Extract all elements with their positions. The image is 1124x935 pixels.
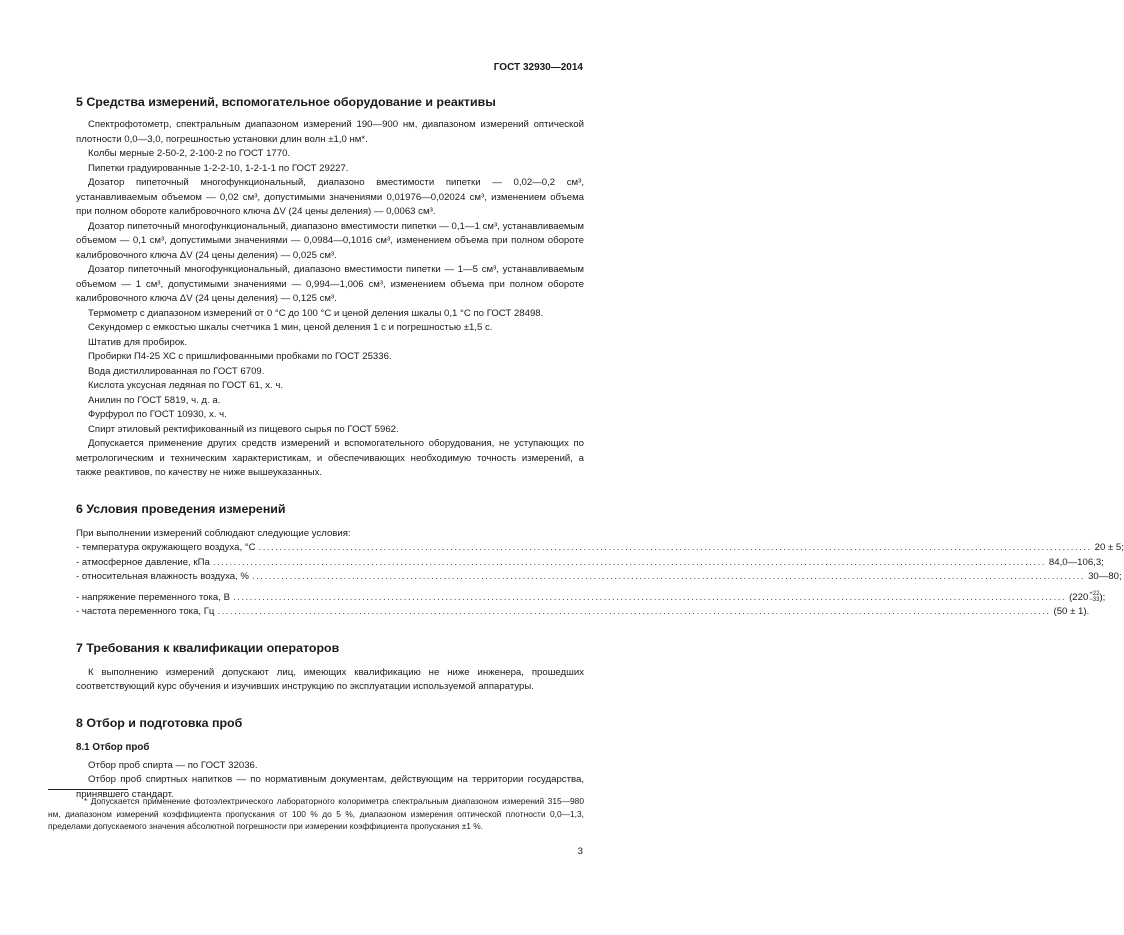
section-5-item: Спирт этиловый ректификованный из пищевого сырья по ГОСТ 5962. (88, 423, 399, 435)
condition-value (1054, 605, 1090, 620)
tolerance-upper: +22 (1089, 590, 1100, 597)
page-content (76, 90, 1124, 802)
section-5-item: Дозатор пипеточный многофункциональный, диапазоно вместимости пипетки — 0,02—0,2 см³, устанавливаемым объемом — 0,02 см³, допустимыми значениями 0,01976—0,02024 см³, изменением объема при полном обороте калибровочного ключа ΔV (24 цены деления) — 0,0063 см³. (76, 177, 584, 217)
section-5-item: Секундомер с емкостью шкалы счетчика 1 мин, ценой деления 1 с и погрешностью ±1,5 с. (88, 322, 493, 333)
section-8-1-p2: Отбор проб спиртных напитков — по нормативным документам, действующим на территории государства, принявшего стандарт. (76, 774, 584, 800)
section-8-1-p1: Отбор проб спирта — по ГОСТ 32036. (88, 759, 258, 771)
condition-value (1069, 591, 1105, 606)
section-5-title: 5 Средства измерений, вспомогательное оборудование и реактивы (76, 95, 496, 109)
condition-label: - атмосферное давление, кПа (76, 556, 210, 568)
section-5-item: Допускается применение других средств измерений и вспомогательного оборудования, не уступающих по метрологическим и техническим характеристикам, и обеспечивающих необходимую точность измерений, а также реактивов, по качеству не ниже вышеуказанных. (76, 438, 584, 478)
condition-value-tail: ); (1099, 591, 1106, 603)
page-number: 3 (577, 846, 583, 857)
section-5-item: Пробирки П4-25 ХС с пришлифованными пробками по ГОСТ 25336. (88, 351, 392, 362)
section-5-item: Термометр с диапазоном измерений от 0 °С до 100 °С и ценой деления шкалы 0,1 °С по ГОСТ 28498. (88, 307, 544, 319)
condition-label: - температура окружающего воздуха, °С (76, 542, 256, 553)
condition-value (1049, 556, 1104, 571)
leader-dots: ........................................................................................................................................................................................................ (212, 556, 1046, 568)
footnote-rule (48, 789, 128, 790)
section-6-intro: При выполнении измерений соблюдают следующие условия: (76, 527, 351, 539)
condition-value-main: 30—80; (1088, 571, 1122, 582)
leader-dots: ........................................................................................................................................................................................................ (232, 591, 1067, 603)
standard-header: ГОСТ 32930—2014 (493, 62, 583, 73)
section-7-text: К выполнению измерений допускают лиц, имеющих квалификацию не ниже инженера, прошедших соответствующий курс обучения и изучивших инструкцию по эксплуатации используемой аппаратуры. (76, 666, 584, 693)
leader-dots: ........................................................................................................................................................................................................ (217, 606, 1051, 618)
section-5-item: Спектрофотометр, спектральным диапазоном измерений 190—900 нм, диапазоном измерений оптической плотности 0,0—3,0, погрешностью установки длин волн ±1,0 нм*. (76, 119, 584, 145)
section-7-title: 7 Требования к квалификации операторов (76, 640, 340, 655)
section-6-conditions (76, 541, 1124, 620)
section-5-item: Кислота уксусная ледяная по ГОСТ 61, х. ч. (88, 380, 283, 391)
section-8-title: 8 Отбор и подготовка проб (76, 715, 243, 730)
section-5-item: Фурфурол по ГОСТ 10930, х. ч. (88, 409, 227, 420)
condition-row (76, 590, 1106, 606)
condition-row (76, 605, 1090, 620)
condition-value-main: 20 ± 5; (1094, 542, 1124, 553)
tolerance (1089, 591, 1099, 604)
condition-row (76, 570, 1122, 585)
section-5-item: Вода дистиллированная по ГОСТ 6709. (88, 365, 265, 377)
section-8-1-title: 8.1 Отбор проб (76, 741, 150, 753)
condition-label: - частота переменного тока, Гц (76, 606, 215, 618)
section-5-item: Колбы мерные 2-50-2, 2-100-2 по ГОСТ 1770. (88, 148, 291, 159)
section-5-item: Дозатор пипеточный многофункциональный, диапазоно вместимости пипетки — 1—5 см³, устанавливаемым объемом — 1 см³, допустимыми значениями — 0,994—1,006 см³, изменением объема при полном обороте калибровочного ключа ΔV (24 цены деления) — 0,125 см³. (76, 264, 584, 304)
leader-dots: ........................................................................................................................................................................................................ (251, 571, 1086, 582)
footnote: * Допускается применение фотоэлектрического лабораторного колориметра спектральным диапазоном измерений 315—980 нм, диапазоном измерений коэффициента пропускания от 100 % до 5 %, диапазоном измерения оптической плотности 0,0—1,3, пределами допускаемого значения абсолютной погрешности при измерении коэффициента пропускания ±1 %. (48, 796, 584, 831)
condition-value-main: (50 ± 1). (1053, 606, 1090, 618)
condition-row (76, 541, 1124, 556)
section-5-item: Штатив для пробирок. (88, 336, 188, 348)
leader-dots: ........................................................................................................................................................................................................ (258, 542, 1092, 553)
condition-row (76, 556, 1104, 571)
section-6-title: 6 Условия проведения измерений (76, 501, 286, 516)
section-5-item: Пипетки градуированные 1-2-2-10, 1-2-1-1 по ГОСТ 29227. (88, 162, 349, 174)
condition-label: - напряжение переменного тока, В (76, 591, 230, 603)
tolerance-lower: −33 (1089, 597, 1100, 603)
condition-value (1088, 570, 1122, 585)
condition-label: - относительная влажность воздуха, % (76, 571, 249, 582)
section-5-item: Анилин по ГОСТ 5819, ч. д. а. (88, 394, 221, 406)
section-5-body (76, 118, 584, 481)
condition-value-main: (220 (1069, 591, 1089, 603)
condition-value-main: 84,0—106,3; (1048, 556, 1104, 568)
condition-value (1095, 541, 1124, 556)
section-5-item: Дозатор пипеточный многофункциональный, диапазоно вместимости пипетки — 0,1—1 см³, устанавливаемым объемом — 0,1 см³, допустимыми значениями — 0,0984—0,1016 см³, изменением объема при полном обороте калибровочного ключа ΔV (24 цены деления) — 0,025 см³. (76, 220, 584, 261)
